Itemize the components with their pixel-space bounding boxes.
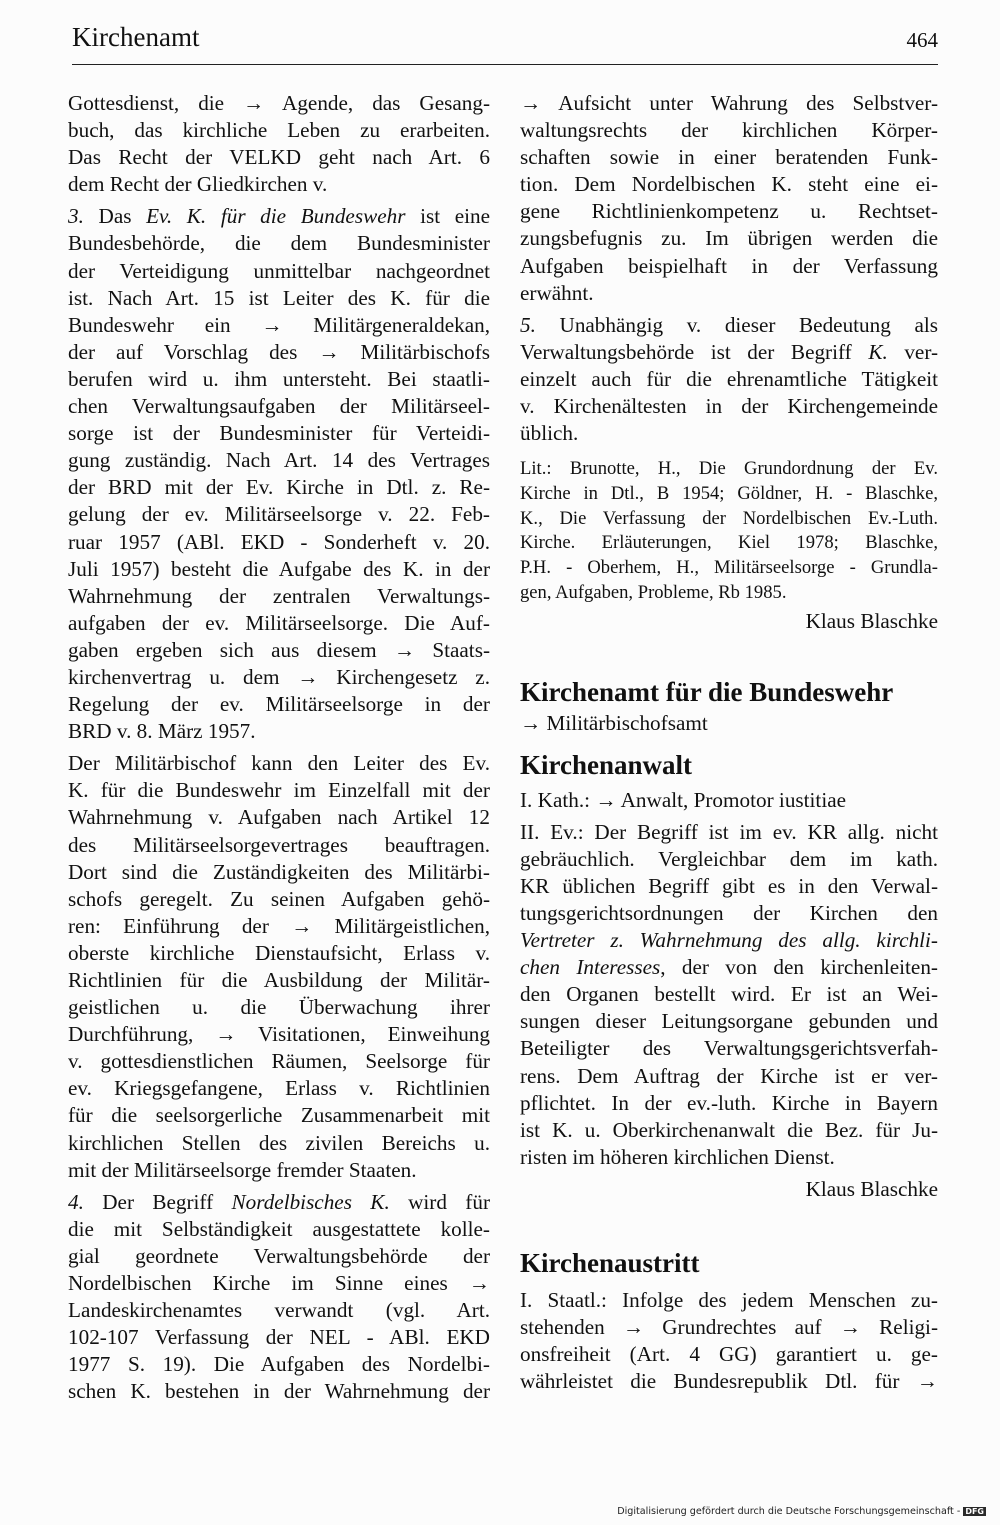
text-line: gung zuständig. Nach Art. 14 des Vertrages bbox=[68, 448, 490, 473]
page-header bbox=[72, 20, 938, 65]
text-line: berufen wird u. ihm untersteht. Bei staatli- bbox=[68, 366, 490, 391]
text-line: Dort sind die Zuständigkeiten des Militärbi- bbox=[68, 859, 490, 884]
text-line: K., Die Verfassung der Nordelbischen Ev.-Luth. bbox=[520, 507, 938, 529]
text-line: waltungsrechts der kirchlichen Körper- bbox=[520, 118, 938, 143]
text-line: sungen dieser Leitungsorgane gebunden und bbox=[520, 1009, 938, 1034]
text-line: 1977 S. 19). Die Aufgaben des Nordelbi- bbox=[68, 1352, 490, 1377]
text-line: des Militärseelsorgevertrages beauftragen. bbox=[68, 832, 490, 857]
author-signature: Klaus Blaschke bbox=[805, 1176, 938, 1201]
paragraph-ev bbox=[520, 819, 938, 1171]
text-line: Wahrnehmung v. Aufgaben nach Artikel 12 bbox=[68, 805, 490, 830]
text-line: K. für die Bundeswehr im Einzelfall mit der bbox=[68, 778, 490, 803]
text-line: Regelung der ev. Militärseelsorge in der bbox=[68, 692, 490, 717]
text-line: gial geordnete Verwaltungsbehörde der bbox=[68, 1243, 490, 1268]
text-line: der Verteidigung unmittelbar nachgeordnet bbox=[68, 258, 490, 283]
text-line: Lit.: Brunotte, H., Die Grundordnung der Ev. bbox=[520, 458, 938, 480]
text-line: aufgaben der ev. Militärseelsorge. Die Auf- bbox=[68, 610, 490, 635]
page-number: 464 bbox=[906, 28, 938, 52]
text-line: schofs geregelt. Zu seinen Aufgaben gehö- bbox=[68, 886, 490, 911]
paragraph-kath: I. Kath.: → Anwalt, Promotor iustitiae bbox=[520, 787, 847, 812]
text-line: Durchführung, → Visitationen, Einweihung bbox=[68, 1022, 490, 1047]
footer-credit: Digitalisierung gefördert durch die Deutsche Forschungsgemeinschaft - DFG bbox=[617, 1506, 984, 1517]
text-line: KR üblichen Begriff gibt es in den Verwal- bbox=[520, 873, 938, 898]
paragraph bbox=[68, 750, 490, 1184]
text-line: oberste kirchliche Dienstaufsicht, Erlass v. bbox=[68, 940, 490, 965]
text-line: Wahrnehmung der zentralen Verwaltungs- bbox=[68, 583, 490, 608]
text-line: mit der Militärseelsorge fremder Staaten. bbox=[68, 1157, 417, 1182]
text-line: Richtlinien für die Ausbildung der Militär- bbox=[68, 968, 490, 992]
entry-heading-kirchenamt-bundeswehr: Kirchenamt für die Bundeswehr bbox=[520, 676, 894, 707]
text-line: erwähnt. bbox=[520, 280, 594, 305]
text-line: währleistet die Bundesrepublik Dtl. für → bbox=[520, 1369, 938, 1394]
text-line: Gottesdienst, die → Agende, das Gesang- bbox=[68, 91, 490, 115]
text-line: risten im höheren kirchlichen Dienst. bbox=[520, 1144, 835, 1169]
author-signature: Klaus Blaschke bbox=[805, 609, 938, 634]
text-line: kirchenvertrag u. dem → Kirchengesetz z. bbox=[68, 664, 490, 689]
text-line: Kirche. Erläuterungen, Kiel 1978; Blaschke, bbox=[520, 532, 938, 554]
text-line: Landeskirchenamtes verwandt (vgl. Art. bbox=[68, 1298, 490, 1323]
entry-heading-kirchenaustritt: Kirchenaustritt bbox=[520, 1248, 700, 1279]
text-line: Bundeswehr ein → Militärgeneraldekan, bbox=[68, 312, 490, 337]
text-line: schaften sowie in einer beratenden Funk- bbox=[520, 145, 938, 170]
text-line: Aufgaben beispielhaft in der Verfassung bbox=[520, 253, 938, 278]
text-line: chen Interesses, der von den kirchenleiten- bbox=[520, 955, 938, 980]
literature-list bbox=[520, 457, 938, 605]
text-line: v. Kirchenältesten in der Kirchengemeinde bbox=[520, 394, 938, 419]
text-line: ev. Kriegsgefangene, Erlass v. Richtlinien bbox=[68, 1076, 490, 1101]
paragraph-section-4 bbox=[68, 1189, 490, 1406]
text-line: 3. Das Ev. K. für die Bundeswehr ist eine bbox=[68, 204, 491, 229]
text-line: II. Ev.: Der Begriff ist im ev. KR allg. nicht bbox=[520, 819, 938, 844]
text-line: zungsbefugnis zu. Im übrigen werden die bbox=[520, 226, 938, 251]
text-line: rens. Dem Auftrag der Kirche ist er ver- bbox=[520, 1063, 938, 1088]
text-line: chen Verwaltungsaufgaben der Militärseel- bbox=[68, 394, 490, 419]
text-line: v. gottesdienstlichen Räumen, Seelsorge für bbox=[68, 1049, 490, 1074]
text-line: I. Staatl.: Infolge des jedem Menschen zu- bbox=[520, 1288, 938, 1313]
text-line: Vertreter z. Wahrnehmung des allg. kirchli- bbox=[520, 928, 938, 953]
text-line: Beteiligter des Verwaltungsgerichtsverfah- bbox=[520, 1036, 938, 1061]
text-line: üblich. bbox=[520, 421, 579, 446]
text-line: den Organen bestellt wird. Er ist an Wei- bbox=[520, 982, 938, 1007]
text-line: Juli 1957) besteht die Aufgabe des K. in der bbox=[68, 556, 490, 581]
text-line: gene Richtlinienkompetenz u. Rechtset- bbox=[520, 199, 938, 224]
text-line: onsfreiheit (Art. 4 GG) garantiert u. ge- bbox=[520, 1342, 938, 1367]
paragraph bbox=[520, 90, 938, 307]
text-line: 4. Der Begriff Nordelbisches K. wird für bbox=[68, 1189, 491, 1214]
dfg-logo: DFG bbox=[965, 1507, 984, 1516]
text-line: sorge ist der Bundesminister für Verteidi- bbox=[68, 421, 490, 446]
cross-reference: → Militärbischofsamt bbox=[520, 710, 708, 735]
text-line: Das Recht der VELKD geht nach Art. 6 bbox=[68, 145, 490, 170]
text-line: der BRD mit der Ev. Kirche in Dtl. z. Re- bbox=[68, 475, 490, 500]
running-head: Kirchenamt bbox=[72, 22, 200, 52]
paragraph-staatl bbox=[520, 1287, 938, 1395]
text-line: gebräuchlich. Vergleichbar dem im kath. bbox=[520, 846, 938, 871]
text-line: Nordelbischen Kirche im Sinne eines → bbox=[68, 1271, 490, 1296]
text-line: für die seelsorgerliche Zusammenarbeit mit bbox=[68, 1103, 490, 1128]
text-line: dem Recht der Gliedkirchen v. bbox=[68, 172, 328, 197]
paragraph-section-3 bbox=[68, 203, 490, 745]
entry-heading-kirchenanwalt: Kirchenanwalt bbox=[520, 749, 693, 780]
text-line: Verwaltungsbehörde ist der Begriff K. ver- bbox=[520, 339, 939, 364]
paragraph-section-5 bbox=[520, 312, 938, 447]
text-line: kirchlichen Stellen des zivilen Bereichs u. bbox=[68, 1130, 490, 1155]
text-line: BRD v. 8. März 1957. bbox=[68, 719, 256, 744]
text-line: Der Militärbischof kann den Leiter des Ev. bbox=[68, 751, 490, 776]
text-line: 5. Unabhängig v. dieser Bedeutung als bbox=[520, 312, 938, 337]
text-line: der auf Vorschlag des → Militärbischofs bbox=[68, 339, 490, 364]
text-line: ist K. u. Oberkirchenanwalt die Bez. für Ju- bbox=[520, 1117, 938, 1142]
text-line: gen, Aufgaben, Probleme, Rb 1985. bbox=[520, 581, 787, 603]
text-line: gaben ergeben sich aus diesem → Staats- bbox=[68, 637, 490, 662]
text-line: schen K. bestehen in der Wahrnehmung der bbox=[68, 1379, 490, 1404]
text-line: tion. Dem Nordelbischen K. steht eine ei- bbox=[520, 172, 938, 197]
paragraph bbox=[68, 90, 490, 198]
text-line: pflichtet. In der ev.-luth. Kirche in Bayern bbox=[520, 1090, 938, 1115]
text-line: ist. Nach Art. 15 ist Leiter des K. für die bbox=[68, 285, 490, 310]
text-line: einzelt auch für die ehrenamtliche Tätigkeit bbox=[520, 366, 938, 391]
text-line: Kirche in Dtl., B 1954; Göldner, H. - Blaschke, bbox=[520, 482, 938, 504]
text-line: stehenden → Grundrechtes auf → Religi- bbox=[520, 1315, 938, 1340]
text-line: tungsgerichtsordnungen der Kirchen den bbox=[520, 901, 938, 925]
text-line: P.H. - Oberhem, H., Militärseelsorge - Grundla- bbox=[520, 557, 938, 579]
text-line: buch, das kirchliche Leben zu erarbeiten. bbox=[68, 118, 490, 143]
text-line: ren: Einführung der → Militärgeistlichen, bbox=[68, 913, 490, 938]
left-column bbox=[68, 90, 490, 1411]
text-line: geistlichen u. die Überwachung ihrer bbox=[68, 995, 490, 1020]
right-column bbox=[520, 90, 938, 1400]
text-line: die mit Selbständigkeit ausgestattete kolle- bbox=[68, 1216, 490, 1241]
text-line: ruar 1957 (ABl. EKD - Sonderheft v. 20. bbox=[68, 529, 490, 554]
text-line: gelung der ev. Militärseelsorge v. 22. Feb- bbox=[68, 502, 490, 527]
text-line: → Aufsicht unter Wahrung des Selbstver- bbox=[520, 91, 938, 115]
text-line: 102-107 Verfassung der NEL - ABl. EKD bbox=[68, 1325, 490, 1350]
text-line: Bundesbehörde, die dem Bundesminister bbox=[68, 231, 490, 256]
